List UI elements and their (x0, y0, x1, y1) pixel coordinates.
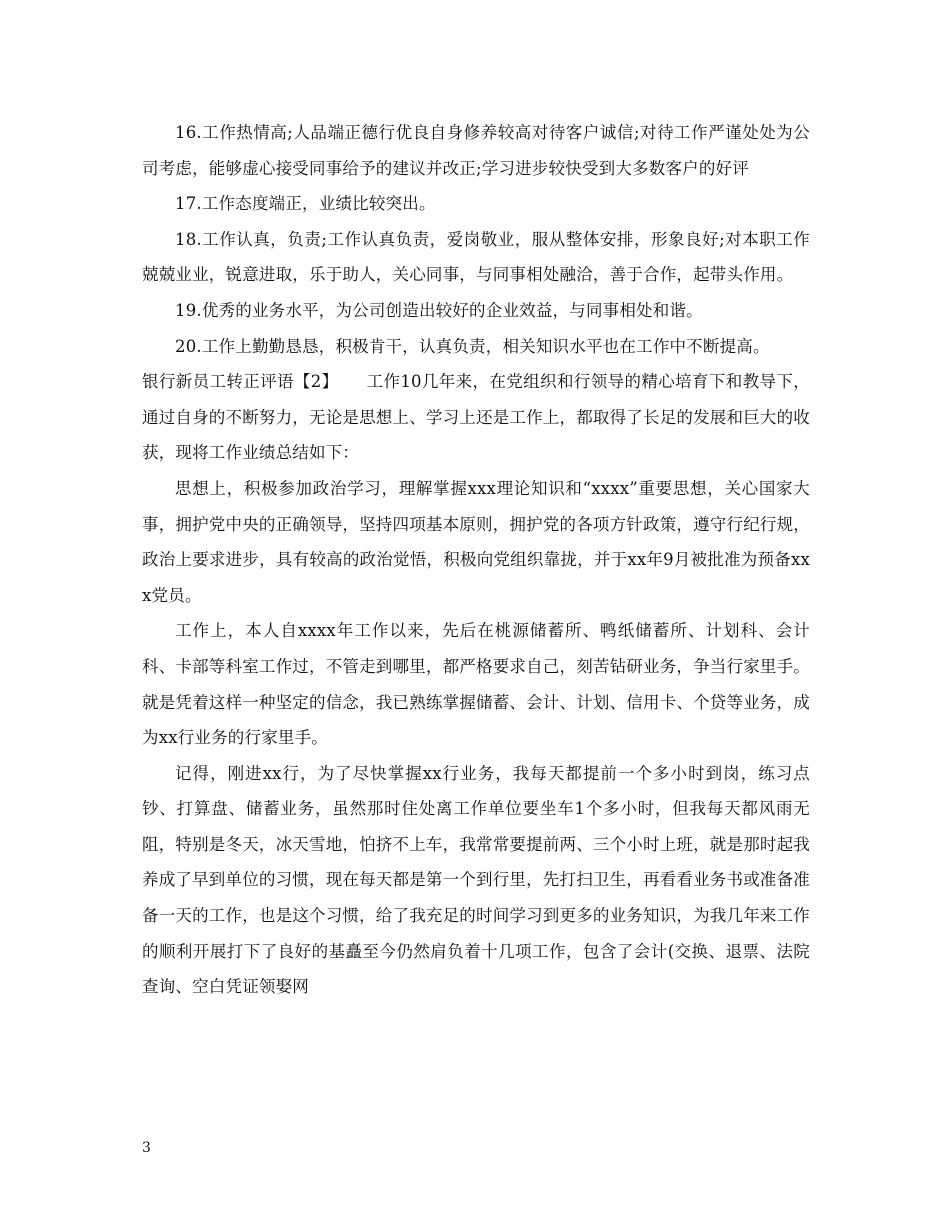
body-paragraph-thought: 思想上，积极参加政治学习，理解掌握xxx理论知识和“xxxx”重要思想，关心国家大事，拥护党中央的正确领导，坚持四项基本原则，拥护党的各项方针政策，遵守行纪行规，政治上要求进步，具有较高的政治觉悟，积极向党组织靠拢，并于xx年9月被批准为预备xxx党员。 (142, 478, 810, 605)
paragraph-19: 19.优秀的业务水平，为公司创造出较好的企业效益，与同事相处和谐。 (175, 300, 703, 320)
page-number: 3 (142, 1140, 151, 1156)
section-paragraph (142, 364, 810, 471)
document-body (142, 115, 810, 1005)
body-paragraph-memory: 记得，刚进xx行，为了尽快掌握xx行业务，我每天都提前一个多小时到岗，练习点钞、打算盘、储蓄业务，虽然那时住处离工作单位要坐车1个多小时，但我每天都风雨无阻，特别是冬天，冰天雪地，怕挤不上车，我常常要提前两、三个小时上班，就是那时起我养成了早到单位的习惯，现在每天都是第一个到行里，先打扫卫生，再看看业务书或准备准备一天的工作，也是这个习惯，给了我充足的时间学习到更多的业务知识，为我几年来工作的顺利开展打下了良好的基矗至今仍然肩负着十几项工作，包含了会计(交换、退票、法院查询、空白凭证领娶网 (142, 763, 810, 997)
paragraph-17: 17.工作态度端正，业绩比较突出。 (175, 194, 436, 214)
paragraph-20: 20.工作上勤勤恳恳，积极肯干，认真负责，相关知识水平也在工作中不断提高。 (175, 336, 770, 356)
paragraph-18: 18.工作认真，负责;工作认真负责，爱岗敬业，服从整体安排，形象良好;对本职工作兢兢业业，锐意进取，乐于助人，关心同事，与同事相处融洽，善于合作，起带头作用。 (142, 229, 810, 285)
section-intro: 工作10几年来，在党组织和行领导的精心培育下和教导下，通过自身的不断努力，无论是思想上、学习上还是工作上，都取得了长足的发展和巨大的收获，现将工作业绩总结如下： (142, 372, 810, 463)
paragraph-16: 16.工作热情高;人品端正德行优良自身修养较高对待客户诚信;对待工作严谨处处为公司考虑，能够虚心接受同事给予的建议并改正;学习进步较快受到大多数客户的好评 (142, 123, 810, 178)
section-title: 银行新员工转正评语【2】 (142, 372, 339, 392)
body-paragraph-work: 工作上，本人自xxxx年工作以来，先后在桃源储蓄所、鸭纸储蓄所、计划科、会计科、卡部等科室工作过，不管走到哪里，都严格要求自己，刻苦钻研业务，争当行家里手。就是凭着这样一种坚定的信念，我已熟练掌握储蓄、会计、计划、信用卡、个贷等业务，成为xx行业务的行家里手。 (142, 621, 810, 748)
